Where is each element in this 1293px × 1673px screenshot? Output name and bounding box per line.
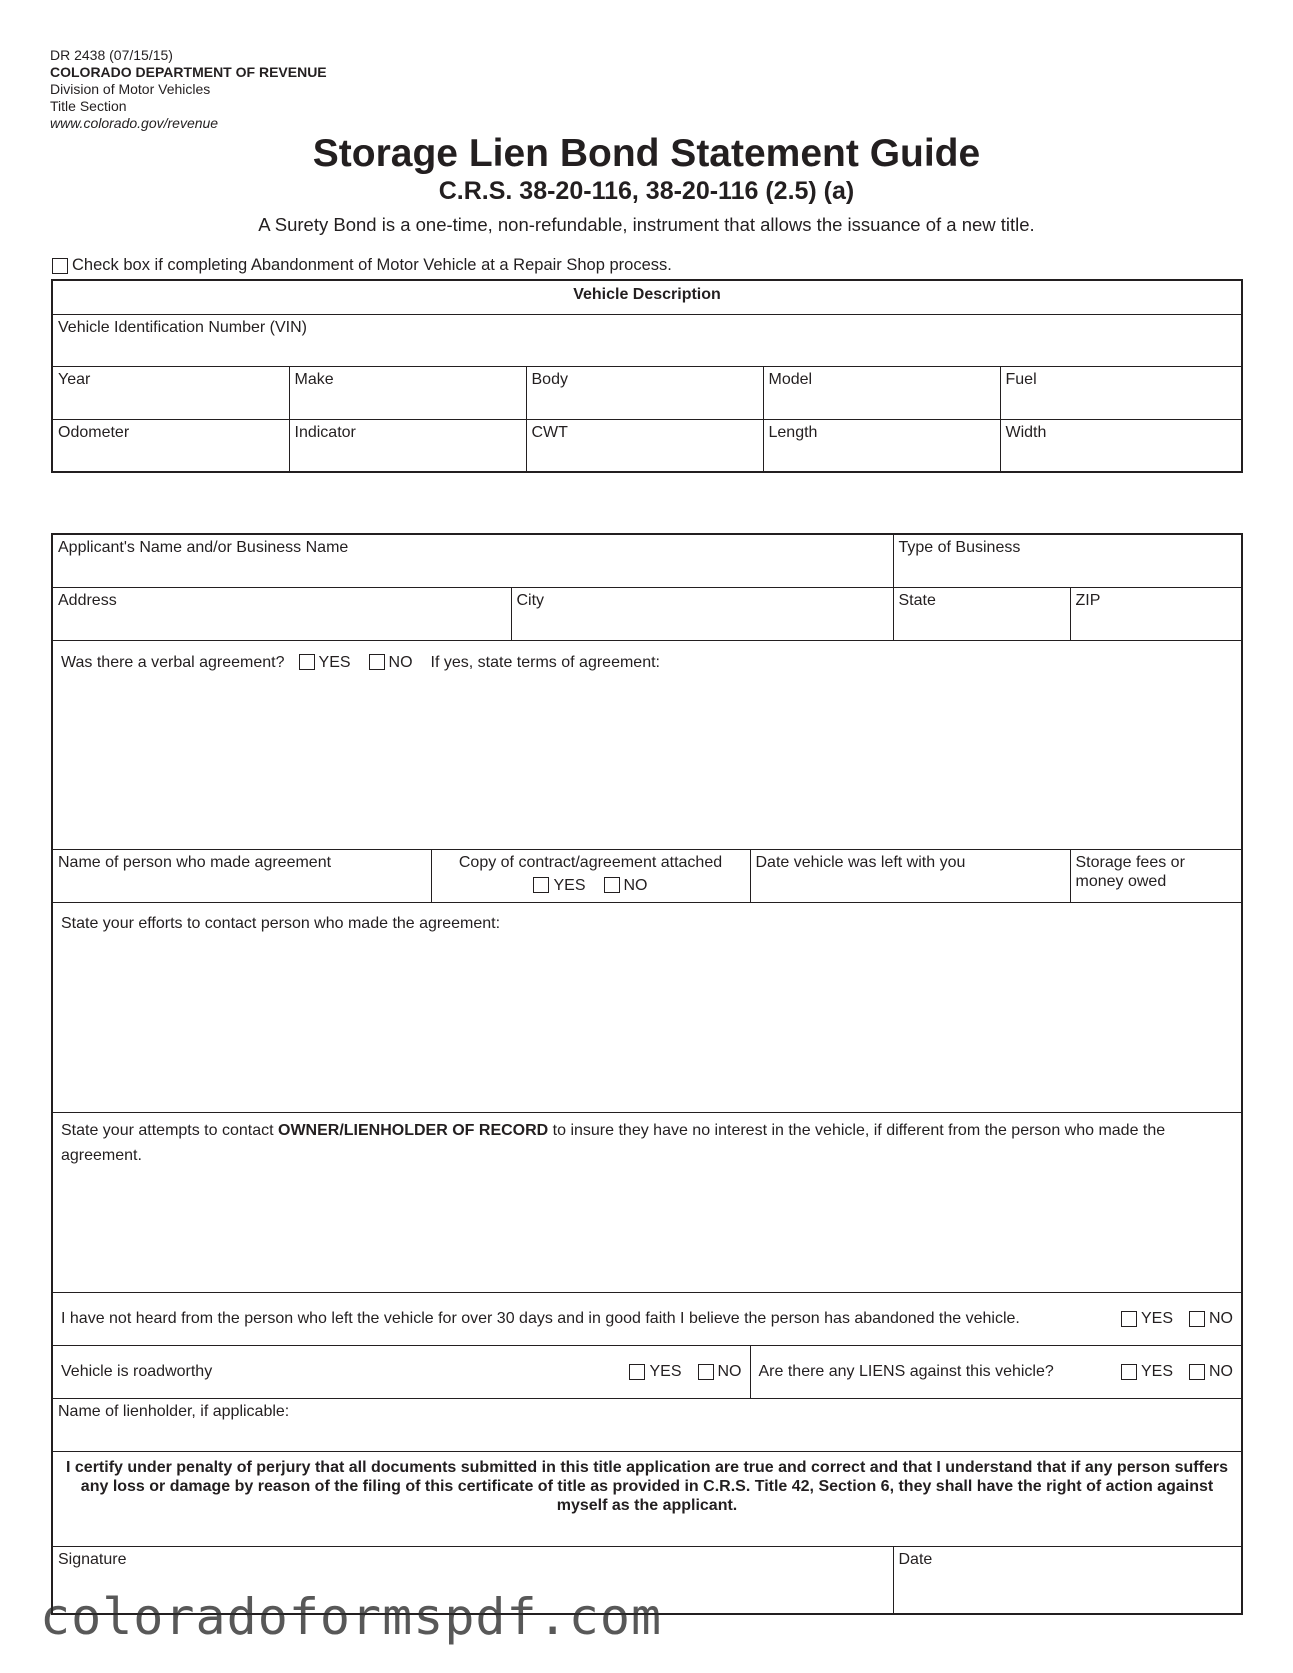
fuel-field[interactable] — [1000, 366, 1242, 419]
liens-line — [759, 1362, 1234, 1381]
cwt-field[interactable] — [526, 419, 763, 472]
zip-label: ZIP — [1075, 591, 1101, 609]
indicator-field[interactable] — [289, 419, 526, 472]
abandoned-statement-line — [61, 1309, 1233, 1328]
owner-contact-pre: State your attempts to contact — [61, 1121, 278, 1139]
liens-no-checkbox[interactable] — [1189, 1364, 1205, 1380]
liens-question: Are there any LIENS against this vehicle? — [758, 1363, 1054, 1380]
date-left-label: Date vehicle was left with you — [755, 853, 966, 871]
department-name: COLORADO DEPARTMENT OF REVENUE — [50, 64, 327, 80]
liens-row — [750, 1345, 1242, 1398]
fuel-label: Fuel — [1005, 370, 1037, 388]
vehicle-section-title: Vehicle Description — [52, 280, 1242, 314]
roadworthy-no-checkbox[interactable] — [698, 1364, 714, 1380]
agreement-person-field[interactable] — [52, 849, 431, 902]
date-label: Date — [898, 1550, 933, 1568]
body-field[interactable] — [526, 366, 763, 419]
form-number: DR 2438 (07/15/15) — [50, 47, 173, 63]
abandoned-statement-row — [52, 1292, 1242, 1345]
odometer-label: Odometer — [58, 423, 130, 441]
verbal-agreement-field[interactable] — [52, 640, 1242, 849]
storage-fees-field[interactable] — [1070, 849, 1242, 902]
liens-options — [1121, 1362, 1233, 1381]
roadworthy-row — [52, 1345, 750, 1398]
roadworthy-options — [629, 1362, 741, 1381]
abandoned-statement: I have not heard from the person who left the vehicle for over 30 days and in good faith I believe the person has abandoned the vehicle. — [61, 1310, 1020, 1327]
roadworthy-label: Vehicle is roadworthy — [61, 1363, 213, 1380]
contract-copy-label: Copy of contract/agreement attached — [458, 853, 723, 871]
intro-text: A Surety Bond is a one-time, non-refundable, instrument that allows the issuance of a new title. — [258, 214, 1035, 235]
state-label: State — [898, 591, 936, 609]
length-label: Length — [768, 423, 818, 441]
vin-label: Vehicle Identification Number (VIN) — [58, 318, 307, 336]
address-label: Address — [58, 591, 117, 609]
verbal-agreement-question: Was there a verbal agreement? — [61, 653, 285, 671]
page-subtitle: C.R.S. 38-20-116, 38-20-116 (2.5) (a) — [438, 177, 855, 205]
state-field[interactable] — [893, 587, 1070, 640]
verbal-agreement-row — [61, 653, 1233, 672]
lienholder-name-field[interactable] — [52, 1398, 1242, 1451]
vehicle-description-table — [51, 279, 1243, 473]
division-name: Division of Motor Vehicles — [50, 81, 211, 97]
website: www.colorado.gov/revenue — [50, 115, 219, 131]
liens-no-label: NO — [1209, 1363, 1233, 1380]
date-field[interactable] — [893, 1546, 1242, 1614]
certification-statement: I certify under penalty of perjury that all documents submitted in this title application are true and correct and that I understand that if any person suffers any loss or damage by reason of the filing of this certificate of title as provided in C.R.S. Title 42, Section 6, they shall have the right of action against myself as the applicant. — [52, 1451, 1242, 1546]
signature-label: Signature — [58, 1550, 127, 1568]
lienholder-name-label: Name of lienholder, if applicable: — [58, 1402, 290, 1420]
applicant-table — [51, 533, 1243, 1615]
section-name: Title Section — [50, 98, 127, 114]
liens-yes-label: YES — [1140, 1363, 1173, 1380]
abandonment-row — [52, 256, 672, 275]
contract-yes-label: YES — [553, 876, 586, 894]
address-field[interactable] — [52, 587, 511, 640]
contract-copy-field — [431, 849, 750, 902]
verbal-no-label: NO — [388, 653, 413, 671]
owner-contact-bold: OWNER/LIENHOLDER OF RECORD — [278, 1121, 549, 1139]
date-left-field[interactable] — [750, 849, 1070, 902]
body-label: Body — [531, 370, 568, 388]
roadworthy-yes-checkbox[interactable] — [629, 1364, 645, 1380]
abandonment-label: Check box if completing Abandonment of Motor Vehicle at a Repair Shop process. — [72, 256, 672, 274]
abandoned-yes-label: YES — [1140, 1310, 1173, 1327]
make-field[interactable] — [289, 366, 526, 419]
indicator-label: Indicator — [294, 423, 356, 441]
abandoned-options — [1121, 1309, 1233, 1328]
cwt-label: CWT — [531, 423, 568, 441]
verbal-yes-label: YES — [318, 653, 351, 671]
applicant-name-field[interactable] — [52, 534, 893, 587]
zip-field[interactable] — [1070, 587, 1242, 640]
width-label: Width — [1005, 423, 1047, 441]
contract-yes-checkbox[interactable] — [533, 877, 549, 893]
abandonment-checkbox[interactable] — [52, 258, 68, 274]
watermark: coloradoformspdf.com — [40, 1588, 663, 1646]
odometer-field[interactable] — [52, 419, 289, 472]
owner-contact-post: to insure they have no interest in the vehicle, if different from the person who made the agreement. — [61, 1121, 1166, 1164]
make-label: Make — [294, 370, 334, 388]
verbal-terms-label: If yes, state terms of agreement: — [430, 653, 660, 671]
storage-fees-label: Storage fees or money owed — [1075, 853, 1185, 890]
contract-copy-options — [437, 876, 745, 895]
liens-yes-checkbox[interactable] — [1121, 1364, 1137, 1380]
owner-contact-field[interactable] — [52, 1112, 1242, 1292]
model-field[interactable] — [763, 366, 1000, 419]
city-field[interactable] — [511, 587, 893, 640]
business-type-field[interactable] — [893, 534, 1242, 587]
verbal-no-checkbox[interactable] — [369, 654, 385, 670]
vin-field[interactable] — [52, 314, 1242, 366]
abandoned-yes-checkbox[interactable] — [1121, 1311, 1137, 1327]
contact-efforts-field[interactable] — [52, 902, 1242, 1112]
abandoned-no-label: NO — [1209, 1310, 1233, 1327]
length-field[interactable] — [763, 419, 1000, 472]
model-label: Model — [768, 370, 813, 388]
page-title: Storage Lien Bond Statement Guide — [312, 132, 981, 175]
width-field[interactable] — [1000, 419, 1242, 472]
business-type-label: Type of Business — [898, 539, 1021, 556]
year-label: Year — [58, 370, 91, 388]
year-field[interactable] — [52, 366, 289, 419]
verbal-yes-checkbox[interactable] — [299, 654, 315, 670]
abandoned-no-checkbox[interactable] — [1189, 1311, 1205, 1327]
contact-efforts-label: State your efforts to contact person who made the agreement: — [61, 914, 501, 932]
contract-no-checkbox[interactable] — [604, 877, 620, 893]
roadworthy-yes-label: YES — [649, 1363, 682, 1380]
contract-no-label: NO — [623, 876, 648, 894]
applicant-name-label: Applicant's Name and/or Business Name — [58, 539, 349, 556]
roadworthy-no-label: NO — [717, 1363, 742, 1380]
roadworthy-line — [61, 1362, 742, 1381]
city-label: City — [516, 591, 545, 609]
agreement-person-label: Name of person who made agreement — [58, 853, 332, 871]
